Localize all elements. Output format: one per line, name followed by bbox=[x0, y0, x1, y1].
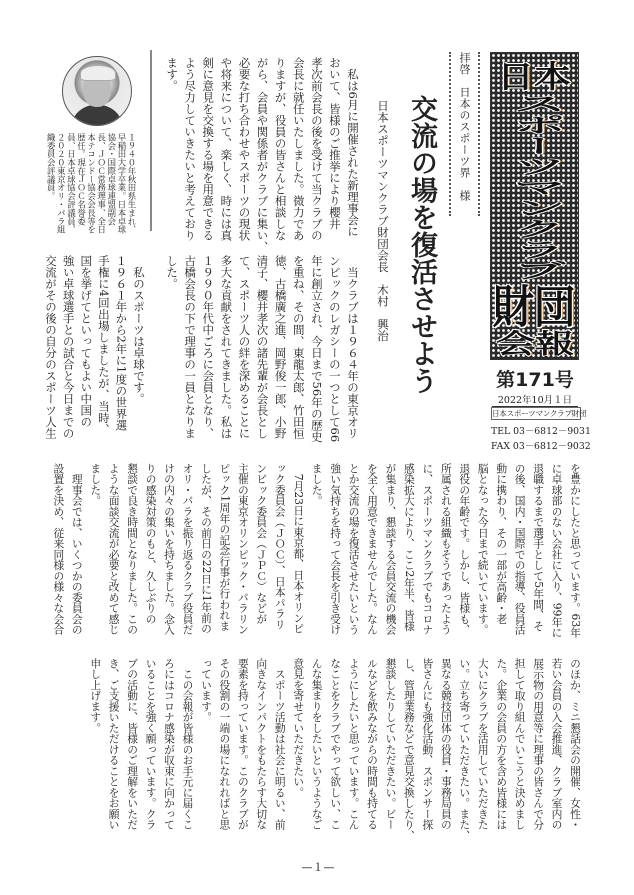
text-line: 当クラブは１９６４年の東京オリ bbox=[346, 255, 360, 439]
phone-number: TEL 03－6812－9031 bbox=[491, 426, 591, 437]
text-line: を豊かにしたと思っています。63年 bbox=[569, 463, 582, 638]
publisher-name: 日本スポーツマンクラブ財団 bbox=[492, 409, 587, 418]
text-line: 退職するまで選手として5年間、そ bbox=[532, 463, 546, 632]
text-line: いることを強く願っています。クラ bbox=[144, 658, 158, 830]
text-line: 孝次前会長の後を受けて当クラブの bbox=[309, 57, 324, 241]
text-line: に卓球部のない会社に入り、99年に bbox=[550, 463, 564, 638]
text-line: りの感染対策のもと、久しぶりの bbox=[144, 463, 158, 625]
text-line: 多大な貢献をされてきました。私は bbox=[219, 255, 234, 439]
text-line: 長、ＪＯＣ常務理事、全日 bbox=[96, 133, 107, 234]
article-body-tier2-continued bbox=[41, 255, 147, 447]
text-line: た。企業の会員の方を含め皆様には bbox=[495, 658, 509, 830]
text-line: の後、国内・国際での指導、役員活 bbox=[513, 463, 527, 635]
text-line: １９６１年から2年に1度の世界選 bbox=[114, 255, 129, 431]
text-line: ２０２０東京オリ・パラ組 bbox=[56, 133, 67, 234]
text-line: 徳、古橋廣之進、岡野俊一郎、小野 bbox=[273, 255, 288, 439]
masthead-title-part: 財団 bbox=[493, 282, 576, 334]
text-line: 国を挙げてといってもよい中国の bbox=[79, 255, 94, 428]
text-line: 7月23日に東京都、日本オリンピ bbox=[292, 463, 306, 635]
issue-date: 2022年10月１日 bbox=[492, 392, 578, 407]
text-line: 協会・国際卓球連盟副会 bbox=[106, 133, 117, 226]
text-line: んな集まりをしたいというようなご bbox=[310, 658, 324, 830]
text-line: １９９０年代中ごろに会員となり、 bbox=[201, 255, 216, 439]
text-line: 所属される組織もそうであったよう bbox=[439, 463, 453, 635]
text-line: この会報が皆様のお手元に届くこ bbox=[181, 658, 195, 830]
text-line: 必要な打ち合わせやスポーツの現状 bbox=[237, 57, 252, 241]
masthead-logo bbox=[490, 52, 579, 360]
article-body-tier3 bbox=[49, 463, 584, 643]
text-line: 年に創立され、今日まで56年の歴史 bbox=[309, 255, 324, 443]
text-line: がら、会員や関係者がクラブに集い、 bbox=[255, 57, 270, 253]
article-body-tier4 bbox=[86, 658, 584, 841]
text-line: ような面談交流が必要と改めて感じ bbox=[107, 463, 121, 635]
text-line: した。 bbox=[165, 255, 180, 290]
issue-number: 第171号 bbox=[496, 369, 574, 391]
article-body-tier1 bbox=[163, 57, 362, 253]
text-line: 歴任。現在ＪＯＣ名誉委 bbox=[76, 133, 87, 226]
text-line: スポーツ活動は社会に明るい、前 bbox=[273, 658, 287, 830]
text-line: 強い卓球選手との試合と今日までの bbox=[61, 255, 76, 439]
text-line: ンピック委員会（ＪＰＣ）などが bbox=[255, 463, 269, 625]
text-line: 懇談したりしていただきたい。ビー bbox=[384, 658, 398, 830]
author-photo bbox=[62, 56, 132, 126]
text-line: ました。 bbox=[89, 463, 103, 506]
text-line: 懇談で良き時間となりました。この bbox=[126, 463, 140, 635]
text-line: 交流がその後の自分のスポーツ人生 bbox=[44, 255, 59, 439]
text-line: 動に携わり、その一部が高齢・老 bbox=[495, 463, 509, 625]
text-line: ンピックのレガシーの一つとして66 bbox=[327, 255, 342, 443]
text-line: 退役の年齢です。しかし、皆様も、 bbox=[458, 463, 472, 635]
text-line: 本テコンドー協会会長等を bbox=[86, 133, 97, 234]
text-line: とか交流の場を復活させたいという bbox=[347, 463, 361, 635]
text-line: い。立ち寄っていただきたい。また、 bbox=[458, 658, 472, 841]
text-line: ルなどを飲みながらの時間も持てる bbox=[366, 658, 380, 830]
text-line: ようにしたいと思っています。こん bbox=[347, 658, 361, 830]
text-line: を重ね、その間、東龍太郎、竹田恒 bbox=[291, 255, 306, 439]
text-line: ブの活動に、皆様のご理解をいただ bbox=[126, 658, 140, 830]
text-line: 異なる競技団体の役員・事務局員の bbox=[439, 658, 453, 830]
text-line: ろにはコロナ感染が収束に向かって bbox=[163, 658, 177, 830]
text-line: 員、日本卓球協会評議員、 bbox=[66, 133, 77, 234]
text-line: 向きなインパクトをもたらす大切な bbox=[255, 658, 269, 830]
text-line: 設置を決め、従来同様の様々な会合 bbox=[52, 463, 66, 635]
text-line: 古橋会長の下で理事の一員となりま bbox=[183, 255, 198, 439]
text-line: ます。 bbox=[165, 57, 180, 92]
text-line: 強い気持ちを持って会長を引き受け bbox=[329, 463, 343, 635]
text-line: 展示物の用意等に理事の皆さんで分 bbox=[532, 658, 546, 830]
text-line: を全く用意できませんでした。なん bbox=[366, 463, 380, 635]
text-line: ました。 bbox=[310, 463, 324, 506]
text-line: が集まり、懇談する会員交流の機会 bbox=[384, 463, 398, 635]
text-line: に、スポーツマンクラブでもコロナ bbox=[421, 463, 435, 635]
text-line: 会長に就任いたしました。微力であ bbox=[291, 57, 306, 241]
text-line: 手権に4回出場しましたが、当時、 bbox=[96, 255, 111, 435]
masthead-title-part: スポーツマンクラブ bbox=[503, 93, 566, 281]
text-line: し、管理業務などで意見交換したり、 bbox=[402, 658, 416, 841]
text-line: 主催の東京オリンピック・パラリン bbox=[236, 463, 250, 635]
text-line: りますが、役員の皆さんと相談しな bbox=[273, 57, 288, 241]
text-line: 若い会員の入会推進、クラブ室内の bbox=[550, 658, 564, 830]
article-byline: 日本スポーツマンクラブ財団会長 木村 興治 bbox=[376, 100, 390, 342]
text-line: 私は6月に開催された新理事会に bbox=[346, 57, 360, 237]
article-title: 交流の場を復活させよう bbox=[406, 95, 437, 395]
text-line: 早稲田大学卒業。日本卓球 bbox=[116, 133, 127, 234]
text-line: 織委員会評議員。 bbox=[46, 133, 57, 201]
text-line: ピック1周年の記念行事が行われま bbox=[218, 463, 232, 632]
photo-shoulders bbox=[71, 105, 123, 126]
text-line: 申し上げます。 bbox=[89, 658, 103, 734]
column-divider bbox=[150, 50, 152, 231]
text-line: っています。 bbox=[199, 658, 213, 723]
text-line: 感染拡大により、ここ2年半、皆様 bbox=[402, 463, 416, 632]
article-body-tier2 bbox=[163, 255, 362, 447]
text-line: したが、その前日の22日に1年前の bbox=[199, 463, 213, 635]
text-line: て、スポーツ人の絆を深めることに bbox=[237, 255, 252, 439]
greeting: 拝啓 日本のスポーツ界 様 bbox=[449, 52, 480, 216]
text-line: 要素を持っています。このクラブが bbox=[236, 658, 250, 830]
text-line: けの内々の集いを持ちました。念入 bbox=[163, 463, 177, 635]
text-line: 大いにクラブを活用していただきた bbox=[476, 658, 490, 830]
text-line: 意見を寄せていただきたい。 bbox=[292, 658, 306, 798]
text-line: 担して取り組んでいこうと決めまし bbox=[513, 658, 527, 830]
text-line: 剣に意見を交換する場を用意できる bbox=[201, 57, 216, 241]
author-profile bbox=[46, 133, 137, 233]
text-line: ック委員会（ＪＯＣ）、日本パラリ bbox=[273, 463, 287, 630]
text-line: １９４０年秋田県生まれ、 bbox=[127, 133, 137, 234]
text-line: おいて、皆様のご推挙により櫻井 bbox=[327, 57, 342, 230]
text-line: その役割の一端の場になれればと思 bbox=[218, 658, 232, 830]
text-line: のほか、ミニ懇話会の開催、女性・ bbox=[569, 658, 582, 830]
photo-hair bbox=[80, 65, 116, 81]
text-line: や将来について、楽しく、時には真 bbox=[219, 57, 234, 241]
masthead-title-part: 会報 bbox=[495, 328, 574, 360]
text-line: よう尽力していきたいと考えており bbox=[183, 57, 198, 241]
text-line: 皆さんにも強化活動、スポンサー探 bbox=[421, 658, 435, 830]
text-line: き、ご支援いただけることをお願い bbox=[107, 658, 121, 830]
page-number: —１— bbox=[301, 861, 335, 874]
text-line: 私のスポーツは卓球です。 bbox=[132, 255, 146, 405]
text-line: 理事会では、いくつかの委員会の bbox=[70, 463, 84, 635]
fax-number: FAX 03－6812－9032 bbox=[491, 441, 591, 452]
text-line: 脳となった今日まで続いています。 bbox=[476, 463, 490, 635]
text-line: なことをクラブでやって欲しい、こ bbox=[329, 658, 343, 830]
text-line: オリ・パラを振り返るクラブ役員だ bbox=[181, 463, 195, 635]
masthead-title-part: 日本 bbox=[497, 58, 572, 95]
text-line: 清子、櫻井孝次の諸先輩が会長とし bbox=[255, 255, 270, 439]
